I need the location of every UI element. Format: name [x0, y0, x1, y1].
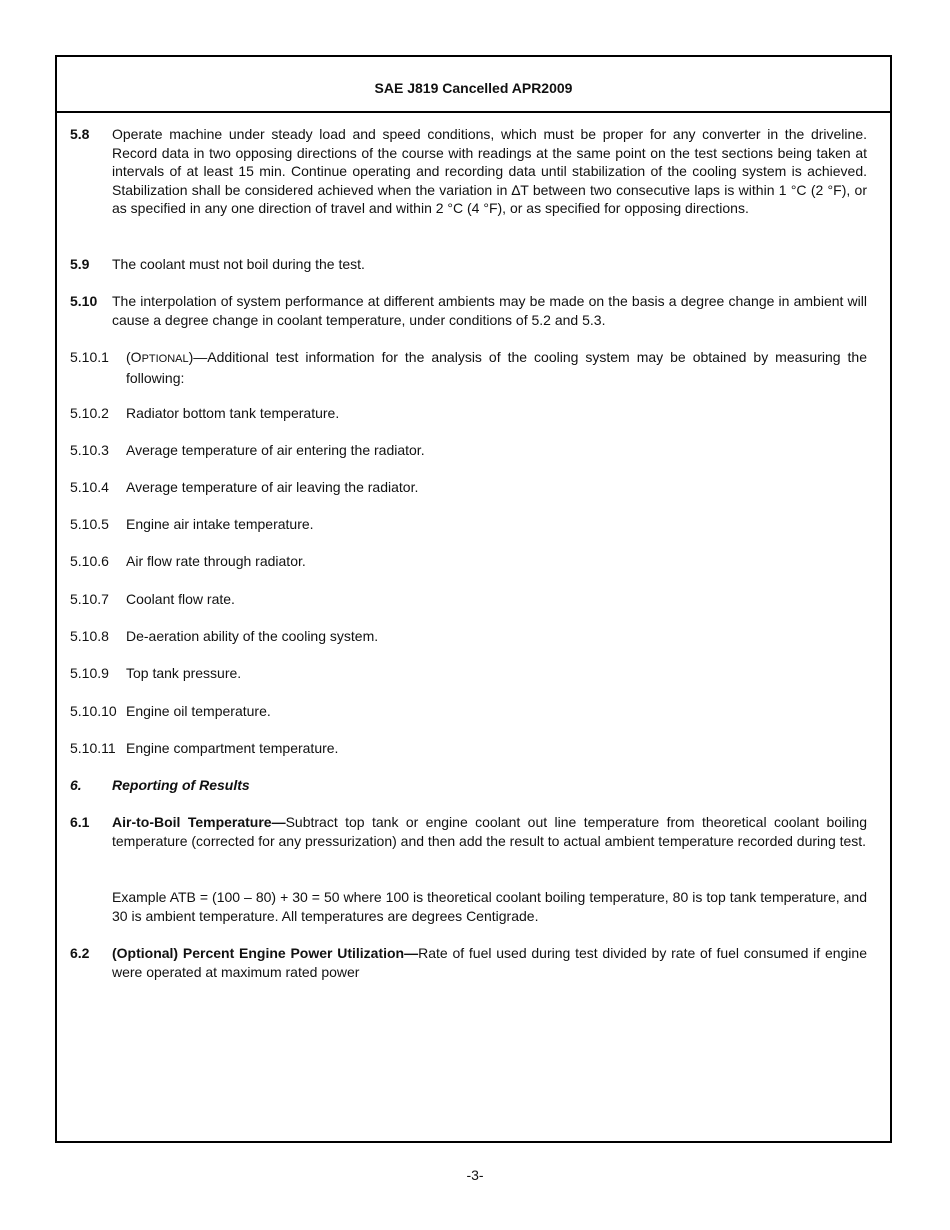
term-title: (Optional) Percent Engine Power Utilization— [112, 945, 419, 961]
section-text [112, 944, 867, 981]
section-5-10-6 [70, 552, 867, 571]
section-number: 5.10.9 [70, 665, 109, 681]
section-text: Engine oil temperature. [126, 703, 271, 719]
section-5-10 [70, 292, 867, 329]
section-5-10-2 [70, 404, 867, 423]
section-5-9 [70, 255, 867, 274]
section-6-2 [70, 944, 867, 981]
section-text: Air flow rate through radiator. [126, 553, 306, 569]
section-6-heading [70, 776, 867, 795]
header-title: SAE J819 Cancelled APR2009 [374, 80, 573, 96]
section-text: The coolant must not boil during the test. [112, 256, 365, 272]
section-5-10-9 [70, 664, 867, 683]
section-5-10-5 [70, 515, 867, 534]
section-number: 6.2 [70, 945, 90, 961]
section-text: Radiator bottom tank temperature. [126, 405, 340, 421]
section-5-10-8 [70, 627, 867, 646]
section-number: 5.10.11 [70, 740, 116, 756]
section-6-1 [70, 813, 867, 850]
section-text [112, 813, 867, 850]
example-text: Example ATB = (100 – 80) + 30 = 50 where 100 is theoretical coolant boiling temperature, 80 is top tank temperature, and 30 is ambient temperature. All temperatures are degrees Centigrade. [112, 889, 867, 924]
section-body: Rate of fuel used during test divided by rate of fuel consumed if engine were operated at maximum rated power [112, 945, 867, 980]
optional-smallcaps: PTIONAL [141, 353, 189, 365]
section-number: 6.1 [70, 814, 90, 830]
section-number: 5.10.6 [70, 553, 109, 569]
section-number: 5.10.3 [70, 442, 109, 458]
page-frame [55, 55, 892, 1143]
section-number: 5.10 [70, 293, 98, 309]
section-number: 5.10.7 [70, 591, 109, 607]
document-header [57, 57, 890, 113]
section-5-10-1 [70, 348, 867, 387]
section-5-8 [70, 125, 867, 218]
term-title: Air-to-Boil Temperature— [112, 814, 286, 830]
section-text: De-aeration ability of the cooling system. [126, 628, 379, 644]
section-text: Engine compartment temperature. [126, 740, 339, 756]
section-text: The interpolation of system performance at different ambients may be made on the basis a degree change in ambient will cause a degree change in coolant temperature, under conditions of 5.2 and 5.3. [112, 293, 867, 328]
section-5-10-3 [70, 441, 867, 460]
section-text: Top tank pressure. [126, 665, 242, 681]
section-number: 5.8 [70, 126, 90, 142]
section-number: 5.10.2 [70, 405, 109, 421]
section-number: 5.10.5 [70, 516, 109, 532]
section-5-10-7 [70, 590, 867, 609]
section-5-10-10 [70, 702, 867, 721]
section-5-10-11 [70, 739, 867, 758]
section-number: 5.10.4 [70, 479, 109, 495]
section-number: 6. [70, 777, 82, 793]
section-body: )—Additional test information for the analysis of the cooling system may be obtained by measuring the following: [126, 349, 867, 386]
section-number: 5.10.1 [70, 349, 109, 365]
section-heading: Reporting of Results [112, 777, 250, 793]
section-text [126, 348, 867, 387]
section-text: Engine air intake temperature. [126, 516, 314, 532]
page-number: -3- [466, 1167, 484, 1183]
optional-prefix: (O [126, 349, 142, 365]
section-number: 5.9 [70, 256, 90, 272]
section-text: Operate machine under steady load and speed conditions, which must be proper for any converter in the driveline. Record data in two opposing directions of the course with readings at the same point on the test sections being taken at intervals of at least 15 min. Continue operating and recording data until stabilization of the cooling system is achieved. Stabilization shall be considered achieved when the variation in ∆T between two consecutive laps is within 1 °C (2 °F), or as specified in any one direction of travel and within 2 °C (4 °F), or as specified for opposing directions. [112, 126, 867, 217]
section-body: Subtract top tank or engine coolant out line temperature from theoretical coolant boiling temperature (corrected for any pressurization) and then add the result to actual ambient temperature recorded during test. [112, 814, 867, 849]
section-text: Coolant flow rate. [126, 591, 235, 607]
section-number: 5.10.8 [70, 628, 109, 644]
example-paragraph [70, 888, 867, 925]
section-number: 5.10.10 [70, 703, 117, 719]
section-text: Average temperature of air leaving the radiator. [126, 479, 419, 495]
section-5-10-4 [70, 478, 867, 497]
section-text: Average temperature of air entering the radiator. [126, 442, 425, 458]
